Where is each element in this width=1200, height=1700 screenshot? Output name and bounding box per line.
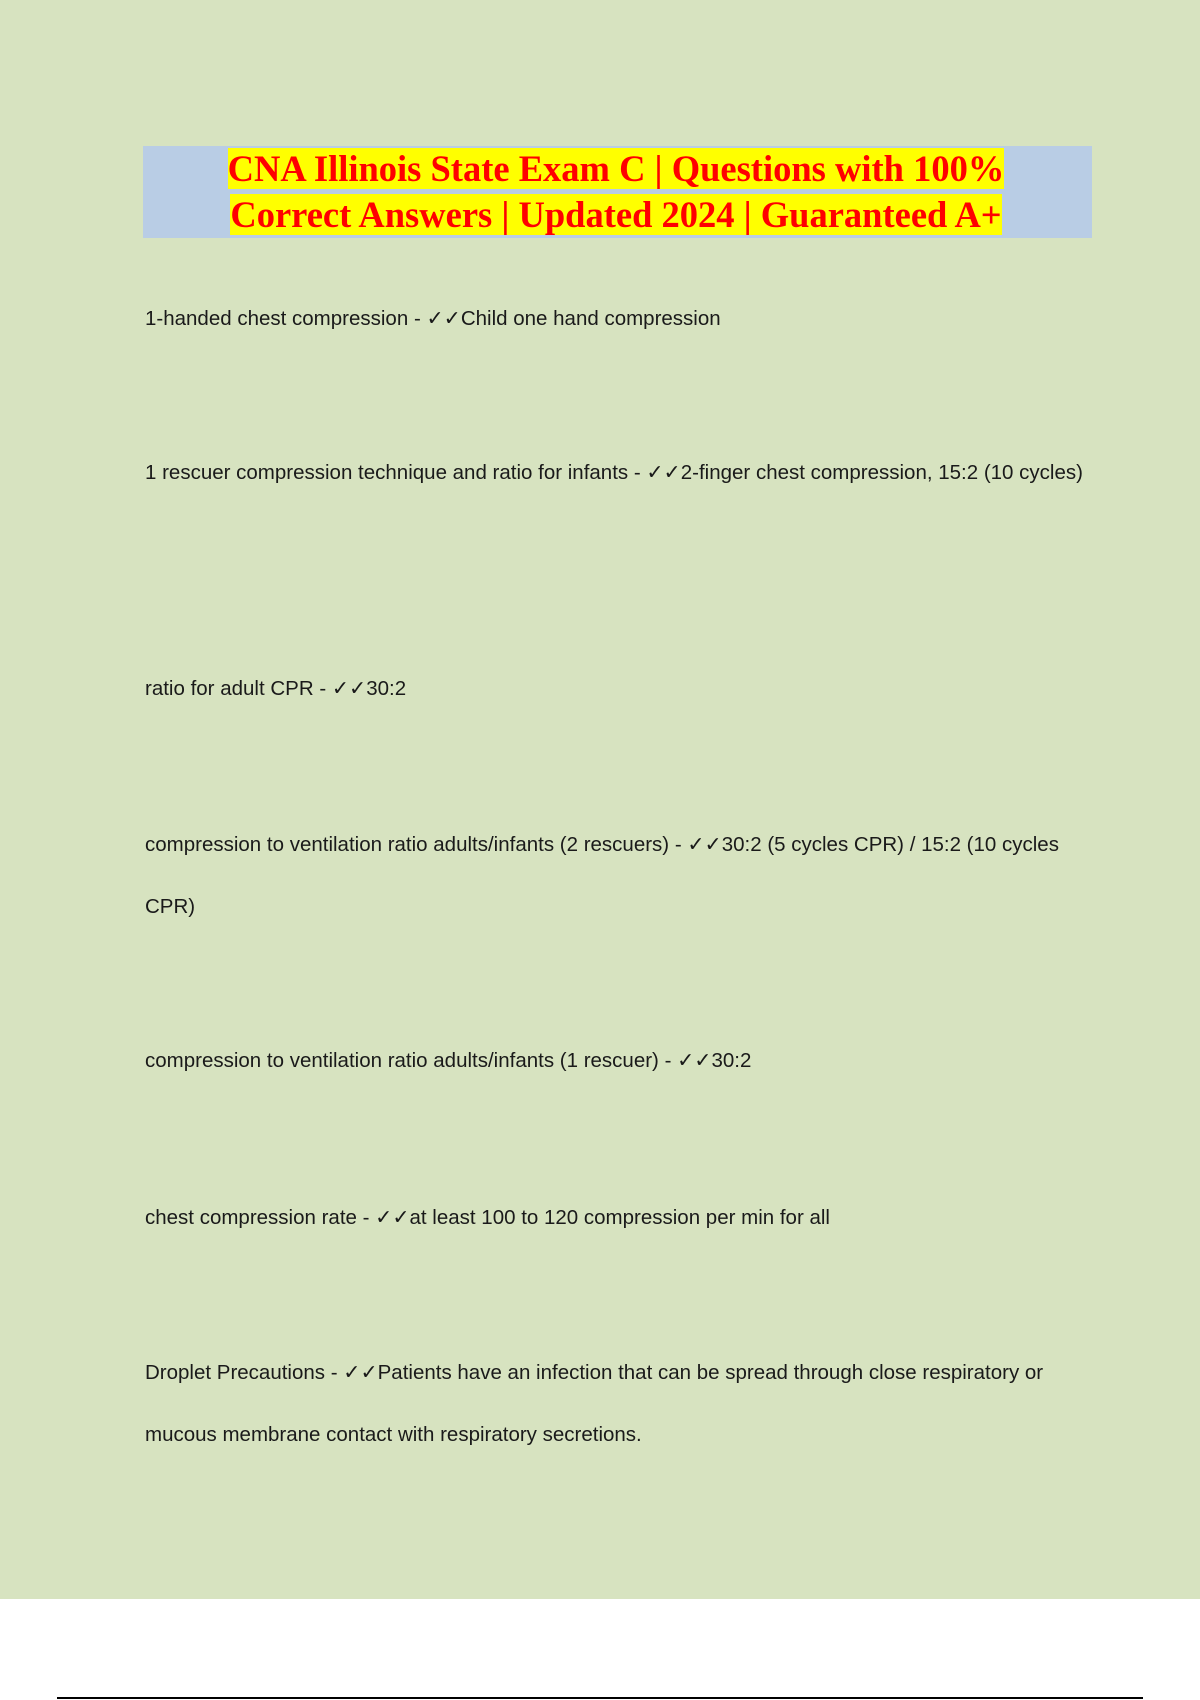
qa-item <box>145 442 1105 504</box>
answer-separator: - ✓✓ <box>325 1361 378 1384</box>
question-text: compression to ventilation ratio adults/infants (1 rescuer) <box>145 1049 659 1072</box>
answer-separator: - ✓✓ <box>313 677 367 700</box>
answer-text: 2-finger chest compression, 15:2 (10 cycles) <box>680 461 1083 484</box>
answer-text: 30:2 (5 cycles CPR) / 15:2 (10 cycles CPR) <box>145 833 1059 918</box>
qa-item <box>145 1030 1105 1092</box>
qa-item <box>145 814 1105 938</box>
answer-separator: - ✓✓ <box>356 1206 410 1229</box>
answer-text: 30:2 <box>366 677 407 700</box>
question-text: 1-handed chest compression <box>145 307 409 330</box>
qa-item <box>145 658 1105 720</box>
question-text: compression to ventilation ratio adults/infants (2 rescuers) <box>145 833 670 856</box>
qa-item <box>145 1342 1105 1466</box>
answer-text: Child one hand compression <box>460 307 721 330</box>
qa-item <box>145 1187 1105 1249</box>
answer-text: 30:2 <box>711 1049 752 1072</box>
title-highlight: CNA Illinois State Exam C | Questions with 100% Correct Answers | Updated 2024 | Guaranteed A+ <box>227 148 1005 235</box>
question-text: 1 rescuer compression technique and ratio for infants <box>145 461 629 484</box>
answer-text: Patients have an infection that can be spread through close respiratory or mucous membrane contact with respiratory secretions. <box>145 1361 1044 1446</box>
page-divider <box>57 1697 1143 1699</box>
document-title <box>186 146 1046 238</box>
answer-separator: - ✓✓ <box>658 1049 712 1072</box>
qa-item <box>145 288 1105 350</box>
question-text: ratio for adult CPR <box>145 677 314 700</box>
answer-separator: - ✓✓ <box>669 833 722 856</box>
question-text: chest compression rate <box>145 1206 357 1229</box>
question-text: Droplet Precautions <box>145 1361 326 1384</box>
answer-separator: - ✓✓ <box>628 461 681 484</box>
answer-separator: - ✓✓ <box>408 307 461 330</box>
answer-text: at least 100 to 120 compression per min for all <box>409 1206 830 1229</box>
